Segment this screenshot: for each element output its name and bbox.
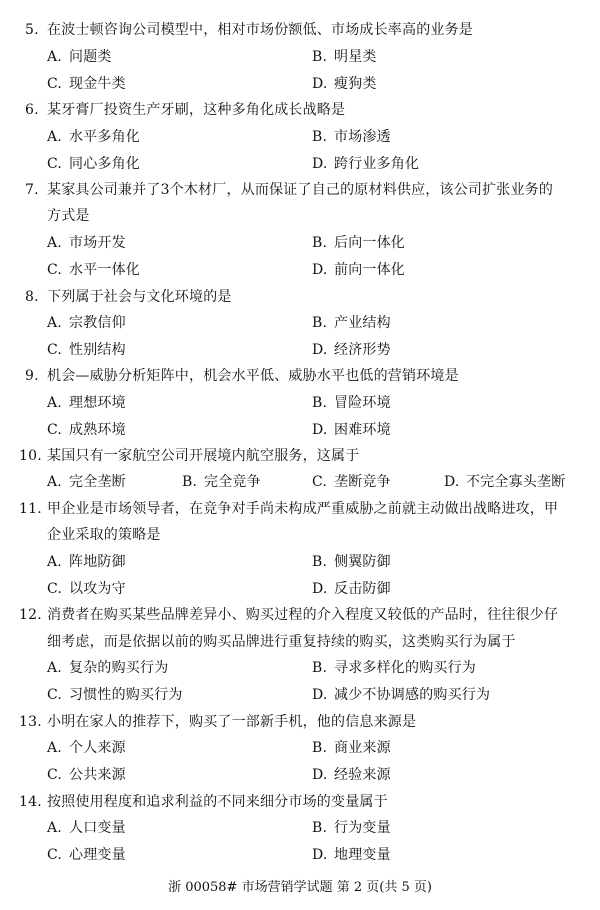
option-letter: A.	[47, 129, 62, 145]
option-letter: B.	[312, 820, 328, 836]
option-text: 阵地防御	[69, 554, 126, 570]
option-letter: A.	[47, 235, 62, 251]
option-letter: D.	[312, 847, 328, 863]
question-7-option-b	[312, 234, 405, 252]
question-number: 9.	[25, 368, 39, 384]
question-5-option-c	[47, 75, 126, 93]
question-6-option-a	[47, 128, 140, 146]
question-12-stem	[19, 606, 558, 624]
option-text: 人口变量	[69, 820, 126, 836]
option-letter: C.	[47, 262, 63, 278]
option-text: 复杂的购买行为	[69, 660, 169, 676]
option-text: 前向一体化	[334, 262, 405, 278]
question-5-option-d	[312, 75, 377, 93]
question-12-stem-continued	[47, 633, 516, 651]
option-letter: B.	[312, 554, 328, 570]
question-text: 某家具公司兼并了3个木材厂，从而保证了自己的原材料供应，该公司扩张业务的	[47, 182, 554, 198]
option-letter: D.	[312, 581, 328, 597]
option-letter: C.	[47, 76, 63, 92]
question-13-option-c	[47, 766, 126, 784]
question-text: 按照使用程度和追求利益的不同来细分市场的变量属于	[47, 794, 388, 810]
option-text: 水平一体化	[69, 262, 140, 278]
question-text: 在波士顿咨询公司模型中，相对市场份额低、市场成长率高的业务是	[47, 22, 473, 38]
option-text: 经济形势	[334, 342, 391, 358]
option-text: 习惯性的购买行为	[69, 687, 183, 703]
option-text: 宗教信仰	[69, 315, 126, 331]
question-6-option-d	[312, 155, 419, 173]
option-letter: B.	[312, 315, 328, 331]
question-text: 小明在家人的推荐下，购买了一部新手机，他的信息来源是	[47, 714, 417, 730]
question-7-stem	[25, 181, 553, 199]
question-11-option-d	[312, 580, 391, 598]
question-11-option-b	[312, 553, 391, 571]
option-text: 寻求多样化的购买行为	[334, 660, 476, 676]
option-text: 市场渗透	[334, 129, 391, 145]
question-8-option-a	[47, 314, 126, 332]
question-text: 某国只有一家航空公司开展境内航空服务，这属于	[47, 448, 360, 464]
option-letter: B.	[312, 660, 328, 676]
option-letter: C.	[47, 847, 63, 863]
option-text: 反击防御	[334, 581, 391, 597]
option-letter: B.	[182, 474, 198, 490]
question-8-stem	[25, 288, 232, 306]
question-text: 消费者在购买某些品牌差异小、购买过程的介入程度又较低的产品时，往往很少仔	[47, 607, 559, 623]
option-text: 问题类	[69, 49, 112, 65]
option-text: 完全垄断	[69, 474, 126, 490]
option-letter: B.	[312, 395, 328, 411]
question-8-option-c	[47, 341, 126, 359]
option-text: 跨行业多角化	[334, 156, 420, 172]
option-text: 困难环境	[334, 422, 391, 438]
option-letter: A.	[47, 820, 62, 836]
question-12-option-b	[312, 659, 476, 677]
question-number: 7.	[25, 182, 39, 198]
question-10-option-b	[182, 473, 261, 491]
question-7-option-c	[47, 261, 140, 279]
option-letter: D.	[312, 156, 328, 172]
question-10-option-c	[312, 473, 391, 491]
option-text: 垄断竞争	[334, 474, 391, 490]
question-5-option-a	[47, 48, 112, 66]
question-text: 企业采取的策略是	[47, 527, 161, 543]
option-letter: D.	[312, 76, 328, 92]
option-text: 经验来源	[334, 767, 391, 783]
option-text: 行为变量	[334, 820, 391, 836]
question-12-option-c	[47, 686, 183, 704]
question-5-stem	[25, 21, 473, 39]
question-10-option-d	[444, 473, 565, 491]
question-8-option-b	[312, 314, 391, 332]
question-number: 8.	[25, 289, 39, 305]
option-letter: A.	[47, 740, 62, 756]
option-text: 现金牛类	[69, 76, 126, 92]
option-letter: C.	[47, 767, 63, 783]
question-13-stem	[19, 713, 416, 731]
question-text: 方式是	[47, 208, 90, 224]
option-text: 以攻为守	[69, 581, 126, 597]
question-7-stem-continued	[47, 207, 90, 225]
question-14-option-c	[47, 846, 126, 864]
question-11-stem	[19, 500, 558, 518]
option-letter: D.	[312, 262, 328, 278]
option-letter: A.	[47, 554, 62, 570]
option-letter: C.	[47, 156, 63, 172]
question-11-option-c	[47, 580, 126, 598]
question-text: 细考虑，而是依据以前的购买品牌进行重复持续的购买，这类购买行为属于	[47, 634, 516, 650]
option-text: 不完全寡头垄断	[466, 474, 566, 490]
question-number: 11.	[19, 501, 42, 517]
option-letter: D.	[444, 474, 460, 490]
question-number: 6.	[25, 102, 39, 118]
question-6-stem	[25, 101, 345, 119]
option-letter: D.	[312, 342, 328, 358]
question-number: 14.	[19, 794, 42, 810]
option-letter: C.	[47, 687, 63, 703]
question-14-option-b	[312, 819, 391, 837]
option-letter: A.	[47, 395, 62, 411]
option-letter: B.	[312, 129, 328, 145]
option-text: 减少不协调感的购买行为	[334, 687, 491, 703]
question-number: 13.	[19, 714, 42, 730]
option-text: 性别结构	[69, 342, 126, 358]
page-footer: 浙 00058# 市场营销学试题 第 2 页(共 5 页)	[168, 880, 432, 895]
option-text: 冒险环境	[334, 395, 391, 411]
option-letter: A.	[47, 660, 62, 676]
option-text: 个人来源	[69, 740, 126, 756]
option-letter: A.	[47, 315, 62, 331]
question-9-option-b	[312, 394, 391, 412]
option-text: 明星类	[334, 49, 377, 65]
option-letter: C.	[312, 474, 328, 490]
question-9-stem	[25, 367, 459, 385]
option-text: 后向一体化	[334, 235, 405, 251]
question-12-option-a	[47, 659, 168, 677]
question-5-option-b	[312, 48, 377, 66]
question-14-option-d	[312, 846, 391, 864]
question-text: 甲企业是市场领导者，在竞争对手尚未构成严重威胁之前就主动做出战略进攻，甲	[47, 501, 559, 517]
question-11-option-a	[47, 553, 126, 571]
question-number: 10.	[19, 448, 42, 464]
question-text: 某牙膏厂投资生产牙刷，这种多角化成长战略是	[47, 102, 346, 118]
option-letter: D.	[312, 767, 328, 783]
option-letter: C.	[47, 581, 63, 597]
question-number: 12.	[19, 607, 42, 623]
question-9-option-a	[47, 394, 126, 412]
question-11-stem-continued	[47, 526, 161, 544]
question-13-option-b	[312, 739, 391, 757]
option-text: 公共来源	[69, 767, 126, 783]
question-13-option-a	[47, 739, 126, 757]
question-13-option-d	[312, 766, 391, 784]
question-14-option-a	[47, 819, 126, 837]
option-letter: D.	[312, 422, 328, 438]
question-6-option-c	[47, 155, 140, 173]
option-letter: C.	[47, 422, 63, 438]
question-9-option-c	[47, 421, 126, 439]
option-text: 地理变量	[334, 847, 391, 863]
option-text: 理想环境	[69, 395, 126, 411]
option-text: 商业来源	[334, 740, 391, 756]
option-text: 产业结构	[334, 315, 391, 331]
option-text: 同心多角化	[69, 156, 140, 172]
question-7-option-d	[312, 261, 405, 279]
option-text: 水平多角化	[69, 129, 140, 145]
question-number: 5.	[25, 22, 39, 38]
option-text: 侧翼防御	[334, 554, 391, 570]
question-10-option-a	[47, 473, 126, 491]
option-text: 心理变量	[69, 847, 126, 863]
question-10-stem	[19, 447, 359, 465]
question-12-option-d	[312, 686, 490, 704]
question-7-option-a	[47, 234, 126, 252]
question-9-option-d	[312, 421, 391, 439]
question-6-option-b	[312, 128, 391, 146]
question-14-stem	[19, 793, 388, 811]
option-letter: D.	[312, 687, 328, 703]
option-text: 成熟环境	[69, 422, 126, 438]
option-text: 瘦狗类	[334, 76, 377, 92]
option-letter: A.	[47, 474, 62, 490]
option-letter: B.	[312, 740, 328, 756]
option-text: 市场开发	[69, 235, 126, 251]
option-letter: A.	[47, 49, 62, 65]
question-8-option-d	[312, 341, 391, 359]
option-text: 完全竞争	[204, 474, 261, 490]
option-letter: B.	[312, 49, 328, 65]
option-letter: B.	[312, 235, 328, 251]
question-text: 机会—威胁分析矩阵中，机会水平低、威胁水平也低的营销环境是	[47, 368, 459, 384]
question-text: 下列属于社会与文化环境的是	[47, 289, 232, 305]
option-letter: C.	[47, 342, 63, 358]
